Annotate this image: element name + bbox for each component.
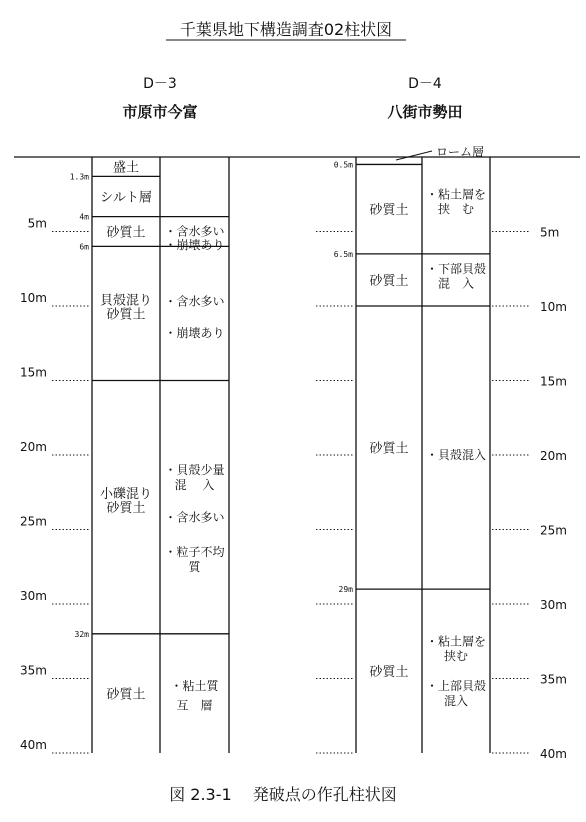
- observation-note: ・粘土質: [170, 678, 219, 693]
- layer-name: 砂質土: [106, 687, 146, 703]
- layer-name: 砂質土: [106, 225, 146, 241]
- depth-tick-label: 40m: [540, 747, 567, 761]
- column-label-d4: D－4: [408, 76, 442, 92]
- layer-name: 砂質土: [369, 441, 409, 457]
- observation-note: ・粘土層を: [425, 634, 487, 649]
- observation-note: ・貝殻少量: [164, 462, 225, 477]
- layer-name: 貝殻混り砂質土: [99, 293, 153, 323]
- observation-note: 互 層: [176, 698, 213, 713]
- observation-note: 混 入: [437, 276, 475, 291]
- depth-tick-label: 10m: [20, 291, 47, 305]
- observation-note: 混入: [443, 693, 469, 708]
- boring-column-d4: [334, 157, 490, 753]
- observation-note: 挟 む: [437, 202, 475, 217]
- boundary-depth-label: 4m: [79, 212, 89, 222]
- location-d3: 市原市今富: [122, 103, 198, 121]
- depth-tick-label: 35m: [540, 672, 567, 687]
- layer-name: 砂質土: [369, 273, 409, 289]
- layer-name: 小礫混り砂質土: [99, 487, 153, 517]
- observation-note: ・崩壊あり: [164, 237, 225, 252]
- depth-tick-label: 30m: [540, 598, 567, 612]
- depth-tick-label: 5m: [540, 225, 560, 240]
- observation-note: ・粘土層を: [425, 187, 487, 202]
- depth-tick-label: 20m: [20, 440, 47, 454]
- observation-note: ・含水多い: [164, 294, 225, 309]
- observation-note: 質: [188, 559, 201, 574]
- loam-callout: ローム層: [436, 145, 485, 159]
- boundary-depth-label: 32m: [74, 629, 89, 639]
- depth-tick-label: 5m: [27, 216, 47, 231]
- depth-tick-label: 10m: [540, 300, 567, 314]
- layer-name: 盛土: [112, 160, 140, 176]
- layer-name: 砂質土: [369, 203, 409, 219]
- depth-scale-right: [492, 226, 567, 762]
- observation-note: 挟む: [443, 649, 469, 664]
- observation-note: ・含水多い: [164, 510, 225, 525]
- observation-note: ・下部貝殻: [425, 261, 487, 276]
- boundary-depth-label: 29m: [338, 585, 353, 595]
- depth-tick-label: 30m: [20, 589, 47, 603]
- depth-tick-label: 15m: [20, 365, 47, 380]
- depth-tick-label: 20m: [540, 449, 567, 463]
- boundary-depth-label: 0.5m: [333, 160, 353, 170]
- location-d4: 八街市勢田: [387, 103, 463, 121]
- column-label-d3: D－3: [143, 76, 177, 92]
- observation-note: ・含水多い: [164, 224, 225, 239]
- loam-callout-leader: [396, 151, 432, 160]
- observation-note: ・上部貝殻: [425, 678, 487, 693]
- figure-caption: 図 2.3-1 発破点の作孔柱状図: [169, 785, 397, 804]
- depth-tick-label: 25m: [20, 514, 47, 529]
- depth-tick-label: 35m: [20, 663, 47, 678]
- depth-tick-label: 25m: [540, 523, 567, 538]
- layer-name: 砂質土: [369, 665, 409, 681]
- boundary-depth-label: 1.3m: [69, 172, 89, 182]
- observation-note: ・粒子不均: [164, 544, 225, 559]
- observation-note: 混 入: [174, 477, 215, 492]
- layer-name: シルト層: [100, 190, 152, 206]
- observation-note: ・崩壊あり: [164, 325, 225, 340]
- boundary-depth-label: 6.5m: [333, 249, 353, 259]
- boring-column-d3: [70, 157, 229, 753]
- observation-note: ・貝殻混入: [425, 448, 487, 462]
- boundary-depth-label: 6m: [79, 242, 89, 252]
- page-title: 千葉県地下構造調査02柱状図: [179, 20, 393, 39]
- depth-tick-label: 15m: [540, 374, 567, 389]
- depth-tick-label: 40m: [20, 738, 47, 752]
